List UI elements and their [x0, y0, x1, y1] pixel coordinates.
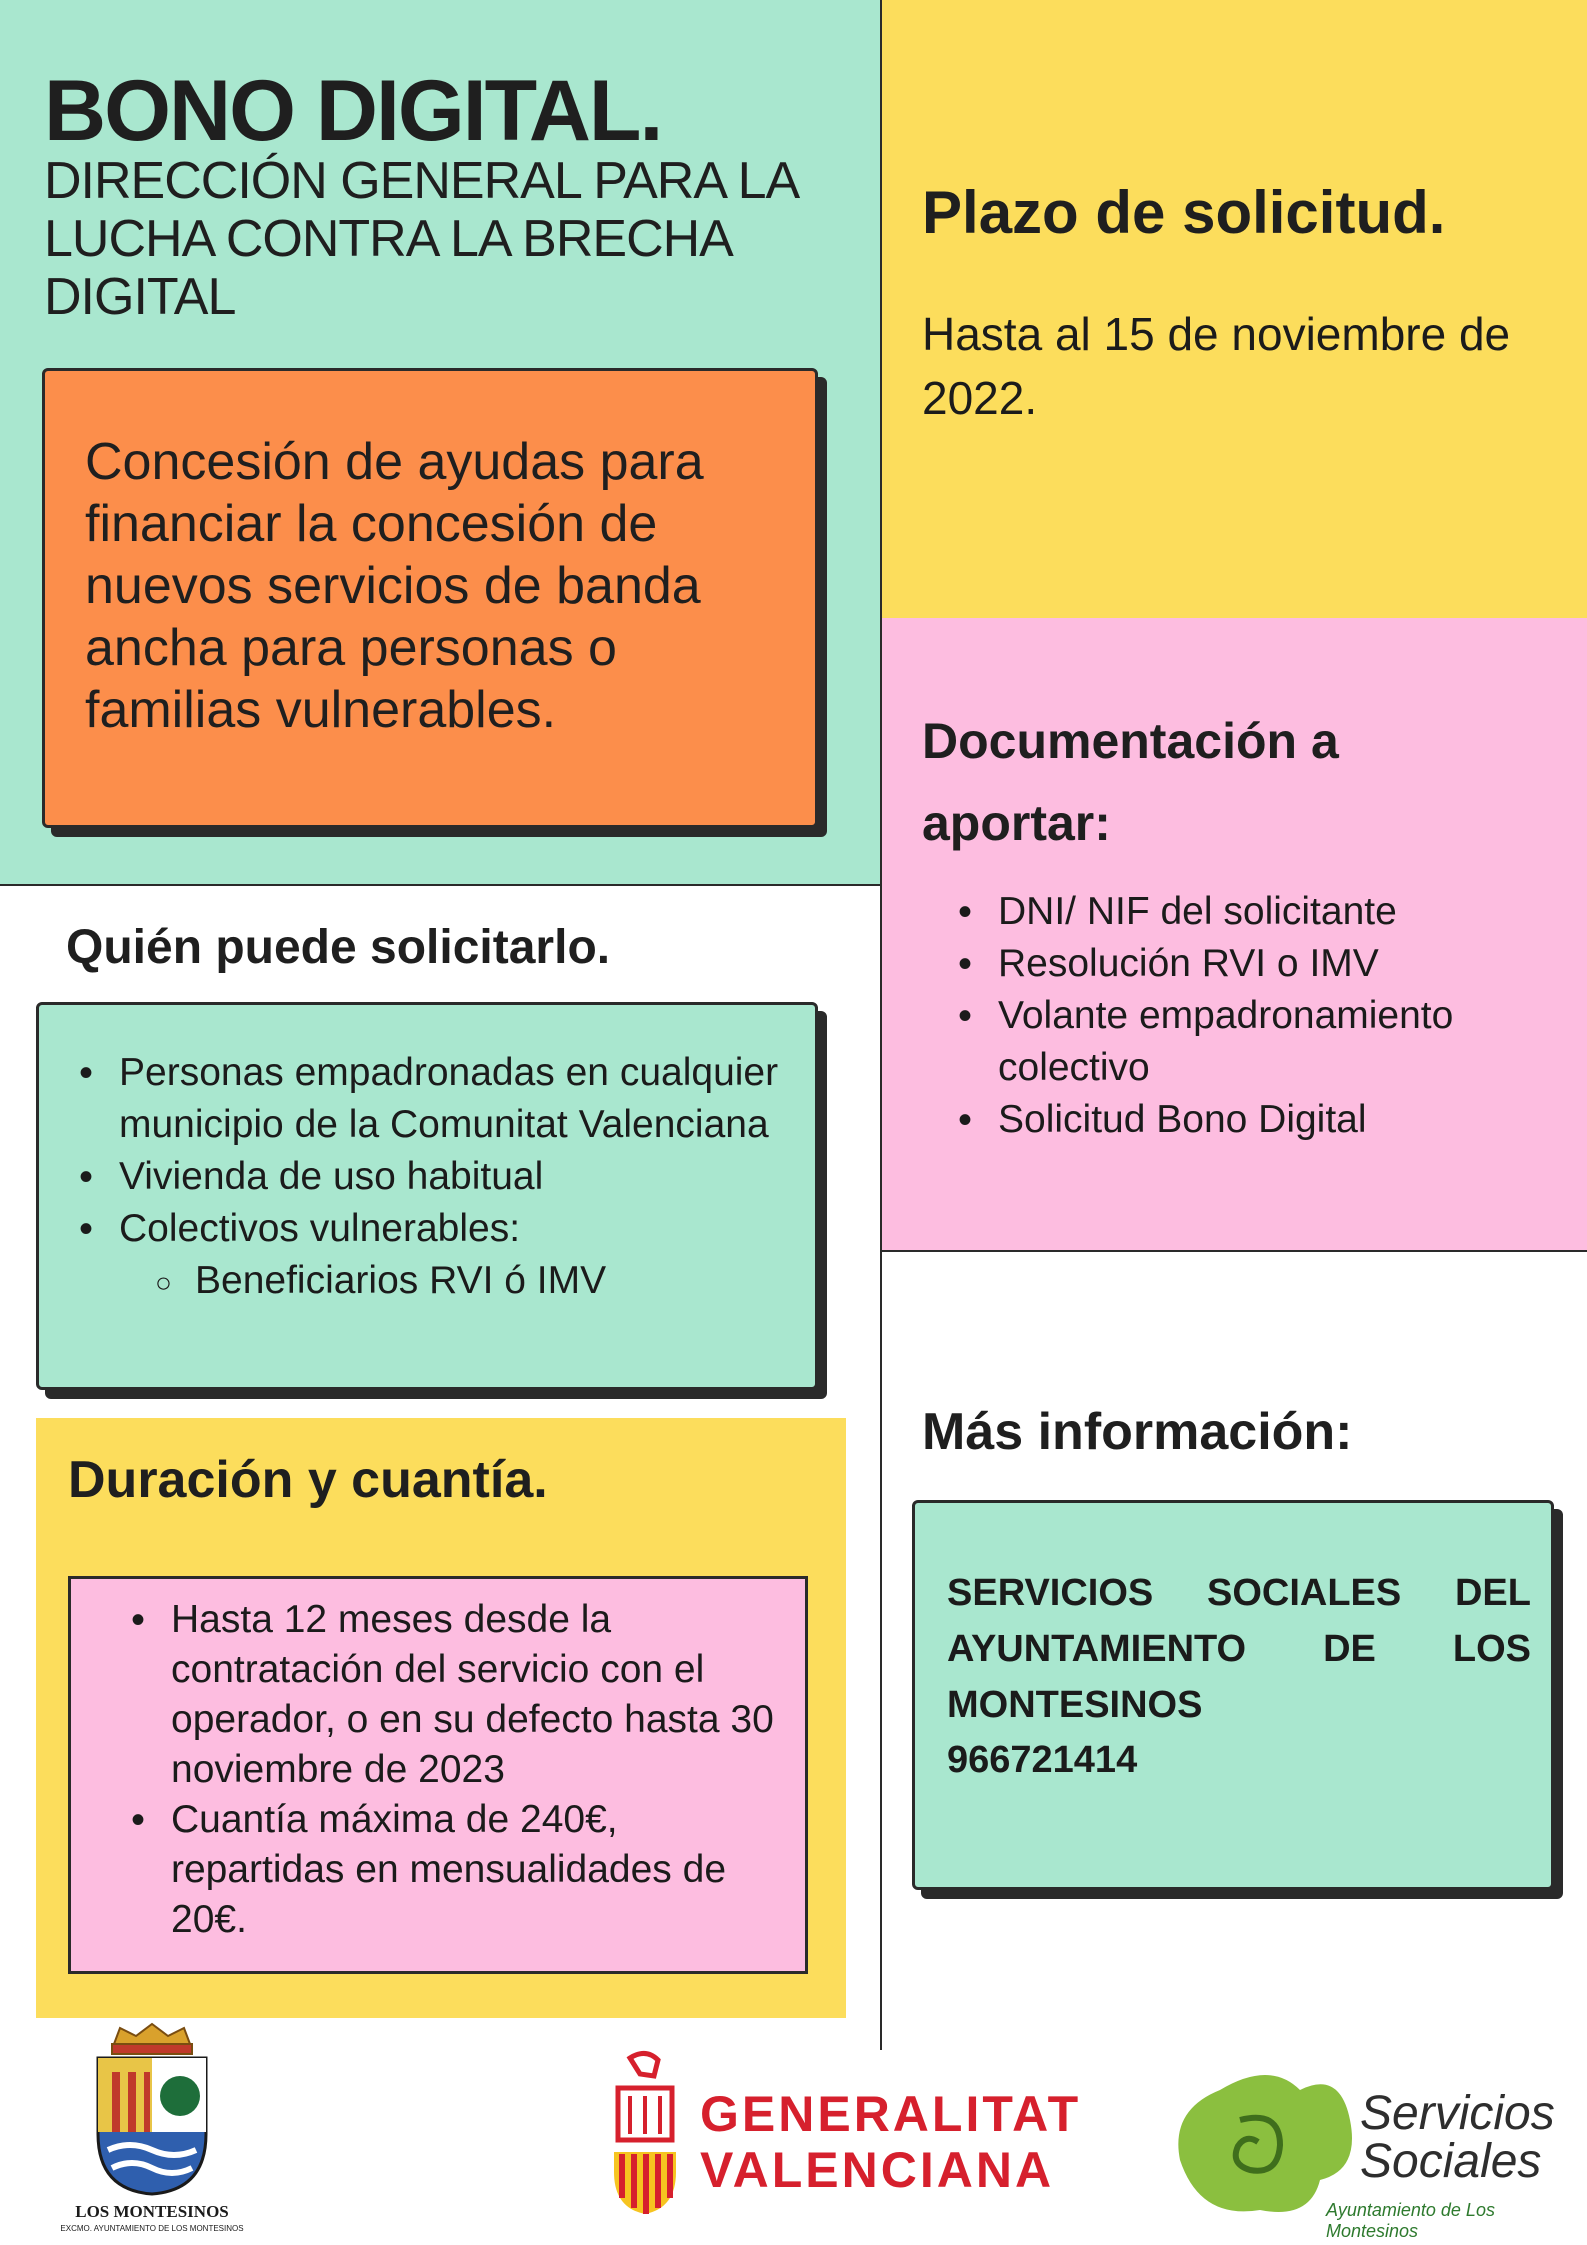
list-item: • Cuantía máxima de 240€, repartidas en mensualidades de 20€.	[131, 1795, 791, 1945]
spiral-icon	[1160, 2050, 1360, 2220]
list-item: • Volante empadronamiento colectivo	[958, 990, 1558, 1094]
montesinos-sub: EXCMO. AYUNTAMIENTO DE LOS MONTESINOS	[60, 2224, 244, 2233]
list-item	[79, 1203, 819, 1307]
montesinos-name: LOS MONTESINOS	[75, 2202, 229, 2221]
duration-list	[131, 1595, 791, 1945]
quien-heading: Quién puede solicitarlo.	[66, 921, 611, 974]
duration-box	[68, 1576, 808, 1974]
quien-box	[36, 1002, 818, 1390]
info-heading: Más información:	[922, 1403, 1353, 1461]
duration-heading: Duración y cuantía.	[68, 1451, 548, 1509]
list-item: • Personas empadronadas en cualquier municipio de la Comunitat Valenciana	[79, 1047, 819, 1151]
coat-of-arms-icon	[52, 2022, 252, 2202]
ss-sub: Ayuntamiento de Los Montesinos	[1326, 2200, 1495, 2241]
description-box	[42, 368, 818, 828]
generalitat-emblem-icon	[600, 2048, 690, 2218]
ss-line2: Sociales	[1360, 2135, 1542, 2188]
documentation-heading: Documentación a aportar:	[922, 713, 1339, 851]
generalitat-valenciana-logo	[600, 2048, 1082, 2218]
description-text: Concesión de ayudas para financiar la concesión de nuevos servicios de banda ancha para personas o familias vulnerables.	[85, 433, 704, 739]
phone-number: 966721414	[947, 1739, 1138, 1781]
page-subtitle: DIRECCIÓN GENERAL PARA LA LUCHA CONTRA LA BRECHA DIGITAL	[44, 152, 797, 326]
servicios-sociales-text	[1360, 2087, 1555, 2188]
page-title: BONO DIGITAL.	[44, 63, 662, 159]
list-item: • Hasta 12 meses desde la contratación del servicio con el operador, o en su defecto hasta 30 noviembre de 2023	[131, 1595, 791, 1795]
vertical-divider	[880, 0, 882, 2050]
list-item: • Solicitud Bono Digital	[958, 1094, 1558, 1146]
generalitat-line1: GENERALITAT	[700, 2086, 1082, 2142]
plazo-text: Hasta al 15 de noviembre de 2022.	[922, 308, 1511, 424]
quien-list	[79, 1047, 819, 1307]
sub-list	[119, 1255, 819, 1307]
horizontal-divider-left	[0, 884, 880, 886]
list-item: • DNI/ NIF del solicitante	[958, 886, 1558, 938]
plazo-heading: Plazo de solicitud.	[922, 179, 1446, 246]
list-item: • Vivienda de uso habitual	[79, 1151, 819, 1203]
horizontal-divider-right	[880, 1250, 1587, 1252]
info-box	[912, 1500, 1554, 1890]
documentation-list	[958, 886, 1558, 1146]
generalitat-line2: VALENCIANA	[700, 2142, 1055, 2198]
los-montesinos-logo	[52, 2022, 252, 2242]
ss-line1: Servicios	[1360, 2087, 1555, 2140]
list-item: • Resolución RVI o IMV	[958, 938, 1558, 990]
list-item-label: Colectivos vulnerables:	[119, 1207, 521, 1250]
generalitat-text	[700, 2086, 1081, 2198]
contact-text: SERVICIOS SOCIALES DEL AYUNTAMIENTO DE LOS MONTESINOS	[947, 1572, 1531, 1726]
sub-list-item: ○ Beneficiarios RVI ó IMV	[155, 1255, 819, 1307]
servicios-sociales-logo	[1160, 2050, 1580, 2241]
